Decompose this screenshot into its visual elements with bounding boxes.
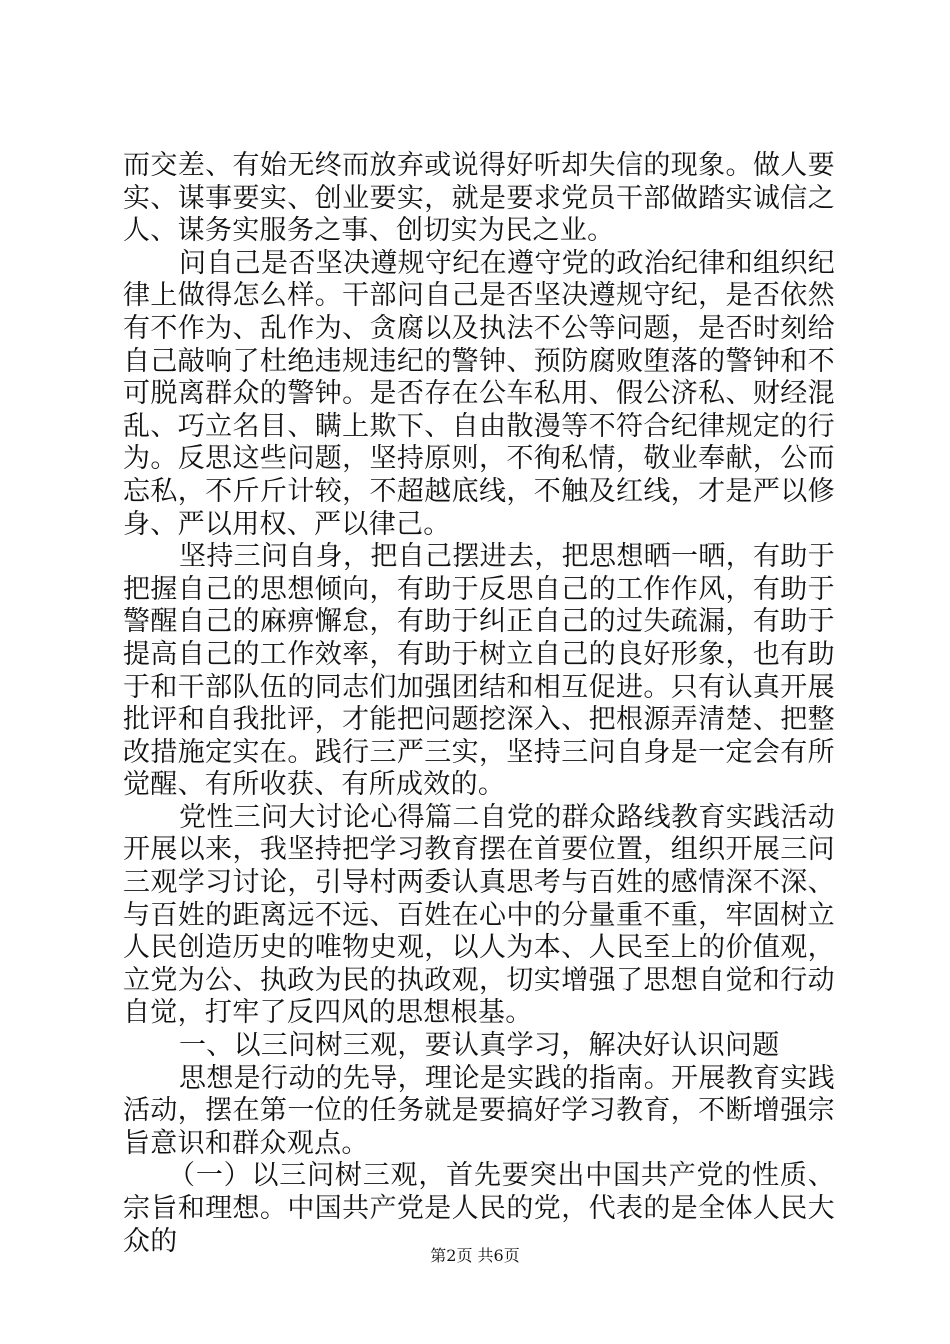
section-heading: 一、以三问树三观，要认真学习，解决好认识问题 bbox=[179, 1030, 780, 1062]
paragraph-1: 而交差、有始无终而放弃或说得好听却失信的现象。做人要实、谋事要实、创业要实，就是要求党员干部做踏实诚信之人、谋务实服务之事、创切实为民之业。 bbox=[123, 150, 835, 247]
paragraph-6: （一）以三问树三观，首先要突出中国共产党的性质、宗旨和理想。中国共产党是人民的党，代表的是全体人民大众的 bbox=[123, 1160, 835, 1257]
page-footer: 第2页 共6页 bbox=[430, 1246, 520, 1265]
paragraph-3: 坚持三问自身，把自己摆进去，把思想晒一晒，有助于把握自己的思想倾向，有助于反思自己的工作作风，有助于警醒自己的麻痹懈怠，有助于纠正自己的过失疏漏，有助于提高自己的工作效率，有助于树立自己的良好形象，也有助于和干部队伍的同志们加强团结和相互促进。只有认真开展批评和自我批评，才能把问题挖深入、把根源弄清楚、把整改措施定实在。践行三严三实，坚持三问自身是一定会有所觉醒、有所收获、有所成效的。 bbox=[123, 541, 835, 801]
document-body bbox=[123, 150, 835, 1258]
paragraph-4: 党性三问大讨论心得篇二自党的群众路线教育实践活动开展以来，我坚持把学习教育摆在首要位置，组织开展三问三观学习讨论，引导村两委认真思考与百姓的感情深不深、与百姓的距离远不远、百姓在心中的分量重不重，牢固树立人民创造历史的唯物史观，以人为本、人民至上的价值观，立党为公、执政为民的执政观，切实增强了思想自觉和行动自觉，打牢了反四风的思想根基。 bbox=[123, 801, 835, 1029]
paragraph-2: 问自己是否坚决遵规守纪在遵守党的政治纪律和组织纪律上做得怎么样。干部问自己是否坚决遵规守纪，是否依然有不作为、乱作为、贪腐以及执法不公等问题，是否时刻给自己敲响了杜绝违规违纪的警钟、预防腐败堕落的警钟和不可脱离群众的警钟。是否存在公车私用、假公济私、财经混乱、巧立名目、瞒上欺下、自由散漫等不符合纪律规定的行为。反思这些问题，坚持原则，不徇私情，敬业奉献，公而忘私，不斤斤计较，不超越底线，不触及红线，才是严以修身、严以用权、严以律己。 bbox=[123, 247, 835, 540]
paragraph-5: 思想是行动的先导，理论是实践的指南。开展教育实践活动，摆在第一位的任务就是要搞好学习教育，不断增强宗旨意识和群众观点。 bbox=[123, 1062, 835, 1159]
